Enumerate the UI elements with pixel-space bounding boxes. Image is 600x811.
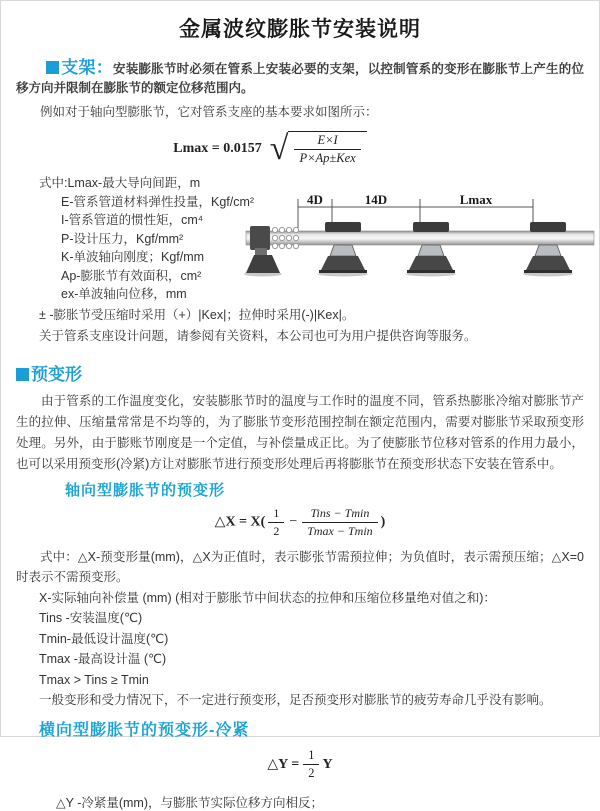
lmax-formula-fraction xyxy=(294,133,360,166)
dimension-label-14d: 14D xyxy=(364,192,388,207)
axial-predeform-subheading: 轴向型膨胀节的预变形 xyxy=(65,481,226,499)
delta-y-note: △Y -冷紧量(mm)，与膨胀节实际位移方向相反； xyxy=(56,795,324,810)
axial-line: X-实际轴向补偿量 (mm) (相对于膨胀节中间状态的拉伸和压缩位移量绝对值之和)： xyxy=(39,590,496,605)
lmax-formula-numerator: E×I xyxy=(317,133,338,147)
definition-item: K-单波轴向刚度；Kgf/mm xyxy=(61,250,205,264)
definition-item: ex-单波轴向位移，mm xyxy=(61,287,187,301)
one-half-fraction: $\frac{1}{2}$ xyxy=(268,506,284,539)
axial-line: Tmin-最低设计温度(℃) xyxy=(39,631,169,646)
section-square-icon xyxy=(46,61,59,74)
support-section-heading: 支架： xyxy=(61,58,113,77)
definition-item: I-管系管道的惯性矩，cm⁴ xyxy=(61,213,204,227)
temperature-fraction xyxy=(302,506,377,539)
support-example-line: 例如对于轴向型膨胀节，它对管系支座的基本要求如图所示： xyxy=(40,105,378,119)
pipe-support-diagram xyxy=(244,193,596,285)
axial-line: Tins -安装温度(℃) xyxy=(39,611,143,625)
delta-y-formula xyxy=(1,748,599,781)
lmax-formula xyxy=(1,131,539,166)
guide-support xyxy=(523,222,573,277)
definition-item: P-设计压力，Kgf/mm² xyxy=(61,231,184,246)
predeform-paragraph: 由于管系的工作温度变化，安装膨胀节时的温度与工作时的温度不同，管系热膨胀冷缩对膨胀节产生的拉伸、压缩量常常是不均等的，为了膨胀节变形范围控制在额定范围内，需要对膨胀节采取预变形处理。另外，由于膨账节刚度是一个定值，与补偿量成正比。为了使膨胀节位移对管系的作用力最小，也可以采用预变形(冷紧)方让对膨胀节进行预变形处理后再将膨胀节在预变形状态下安装在管系中。 xyxy=(16,393,584,471)
temperature-fraction-denominator: Tmax − Tmin xyxy=(302,522,377,539)
support-intro-paragraph xyxy=(16,58,584,98)
guide-support xyxy=(318,222,368,277)
predeform-heading-text: 预变形 xyxy=(31,364,82,384)
lateral-predeform-subheading: 横向型膨胀节的预变形-冷紧 xyxy=(39,721,250,739)
consult-note: 关于管系支座设计问题，请参阅有关资料，本公司也可为用户提供咨询等服务。 xyxy=(39,328,477,343)
delta-y-formula-rhs: Y xyxy=(322,756,333,772)
support-intro-text: 安装膨胀节时必须在管系上安装必要的支架，以控制管系的变形在膨胀节上产生的位移方向并限制在膨胀节的额定位移范围内。 xyxy=(16,62,584,95)
axial-line: Tmax > Tins ≥ Tmin xyxy=(39,672,149,687)
guide-support xyxy=(406,222,456,277)
plus-minus-note: ± -膨胀节受压缩时采用（+）|Kex|；拉伸时采用(-)|Kex|。 xyxy=(39,307,355,322)
axial-line: Tmax -最高设计温 (℃) xyxy=(39,652,167,666)
predeform-section-heading xyxy=(16,360,599,385)
dimension-label-4d: 4D xyxy=(307,192,323,207)
lmax-formula-lhs: Lmax = 0.0157 xyxy=(173,141,262,157)
axial-explanations xyxy=(16,547,584,711)
radical-group: √ $\frac{E\times I}{\text{P×Ap±Kex}}$ xyxy=(270,131,367,166)
definition-item: 式中:Lmax-最大导向间距，m xyxy=(39,176,201,190)
one-half-fraction: $\frac{1}{2}$ xyxy=(303,748,319,781)
dimension-label-lmax: Lmax xyxy=(459,192,493,207)
section-square-icon xyxy=(16,368,29,381)
delta-x-explanation: 式中：△X-预变形量(mm)，△X为正值时，表示膨张节需预拉伸；为负值时，表示需预压缩；△X=0时表示不需预变形。 xyxy=(16,549,584,584)
definition-item: Ap-膨胀节有效面积，cm² xyxy=(61,268,202,283)
axial-line: 一般变形和受力情况下，不一定进行预变形，足否预变形对膨胀节的疲劳寿命几乎没有影响。 xyxy=(39,693,552,707)
temperature-fraction-numerator: Tins − Tmin xyxy=(310,505,370,520)
definition-item: E-管系管道材料弹性投量，Kgf/cm² xyxy=(61,194,255,209)
lmax-formula-denominator: P×Ap±Kex xyxy=(294,149,360,166)
delta-y-formula-lhs: △Y = xyxy=(267,756,300,772)
delta-x-formula-rparen: ) xyxy=(380,514,386,530)
delta-x-formula xyxy=(1,506,599,539)
minus-operator: − xyxy=(289,514,298,530)
delta-x-formula-lhs: △X = X( xyxy=(214,514,266,530)
page-title: 金属波纹膨胀节安装说明 xyxy=(179,18,421,41)
